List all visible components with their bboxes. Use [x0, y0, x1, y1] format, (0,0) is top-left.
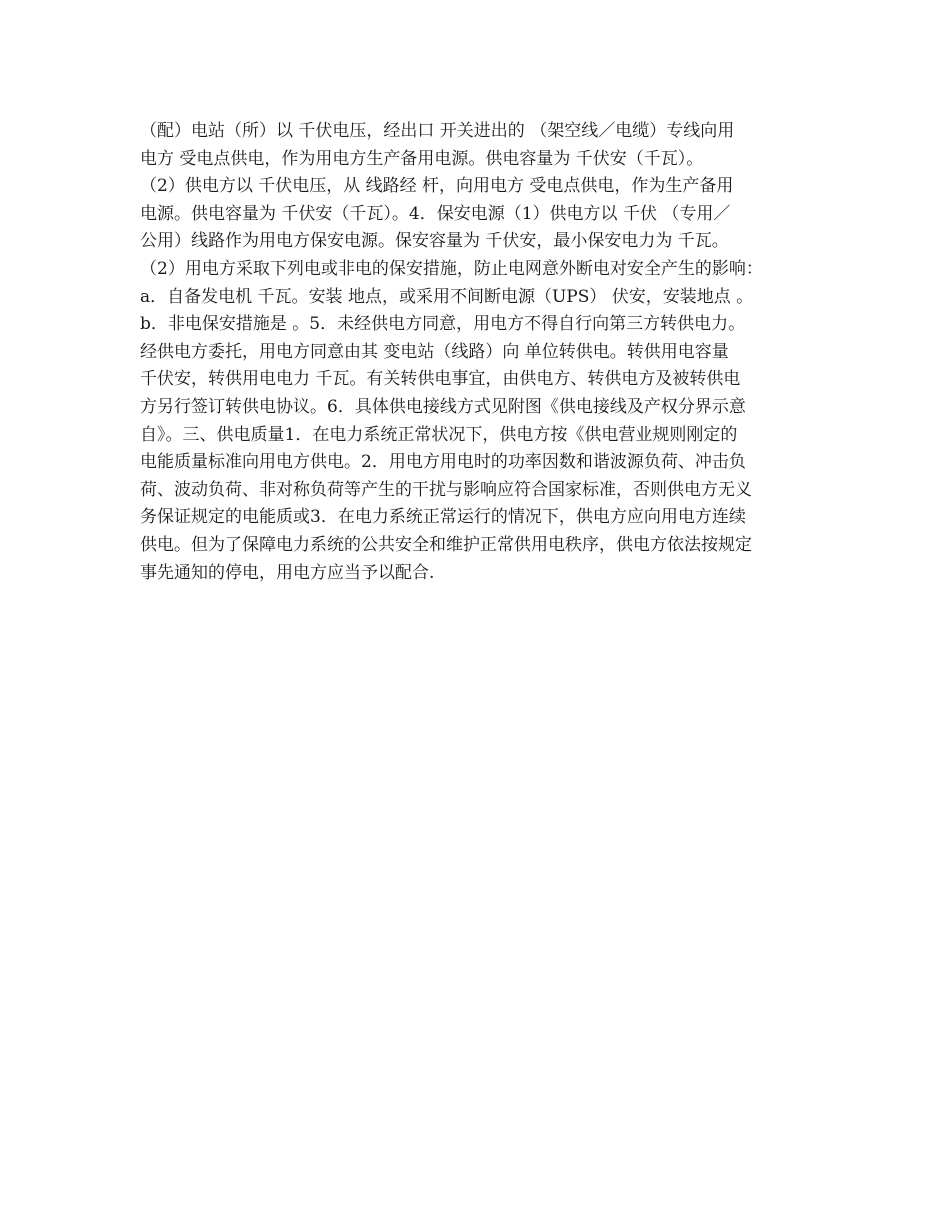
text-line: 千伏安，转供用电电力 千瓦。有关转供电事宜，由供电方、转供电方及被转供电: [140, 369, 741, 390]
text-line: 自》。三、供电质量1．在电力系统正常状况下，供电方按《供电营业规则刚定的: [140, 424, 738, 445]
text-line: 电能质量标准向用电方供电。2．用电方用电时的功率因数和谐波源负荷、冲击负: [140, 452, 746, 473]
text-line: （2）供电方以 千伏电压，从 线路经 杆，向用电方 受电点供电，作为生产备用: [140, 176, 734, 197]
text-line: 荷、波动负荷、非对称负荷等产生的干扰与影响应符合国家标准，否则供电方无义: [140, 479, 752, 500]
text-line: 电源。供电容量为 千伏安（千瓦）。4．保安电源（1）供电方以 千伏 （专用／: [140, 203, 731, 224]
text-line: 务保证规定的电能质或3．在电力系统正常运行的情况下，供电方应向用电方连续: [140, 507, 746, 528]
text-line: 事先通知的停电，用电方应当予以配合.: [140, 562, 435, 583]
text-line: 供电。但为了保障电力系统的公共安全和维护正常供用电秩序，供电方依法按规定: [140, 534, 752, 555]
document-body: [140, 118, 830, 587]
text-line: （配）电站（所）以 千伏电压，经出口 开关进出的 （架空线／电缆）专线向用: [140, 121, 735, 141]
text-line: 经供电方委托，用电方同意由其 变电站（线路）向 单位转供电。转供用电容量: [140, 341, 729, 362]
text-line: b．非电保安措施是 。5．未经供电方同意，用电方不得自行向第三方转供电力。: [140, 314, 746, 335]
text-line: 方另行签订转供电协议。6．具体供电接线方式见附图《供电接线及产权分界示意: [140, 396, 746, 417]
text-line: a．自备发电机 千瓦。安装 地点，或采用不间断电源（UPS） 伏安，安装地点 。: [140, 286, 754, 307]
text-line: （2）用电方采取下列电或非电的保安措施，防止电网意外断电对安全产生的影响：: [140, 258, 763, 279]
text-line: 电方 受电点供电，作为用电方生产备用电源。供电容量为 千伏安（千瓦）。: [140, 148, 704, 169]
text-line: 公用）线路作为用电方保安电源。保安容量为 千伏安，最小保安电力为 千瓦。: [140, 231, 729, 252]
